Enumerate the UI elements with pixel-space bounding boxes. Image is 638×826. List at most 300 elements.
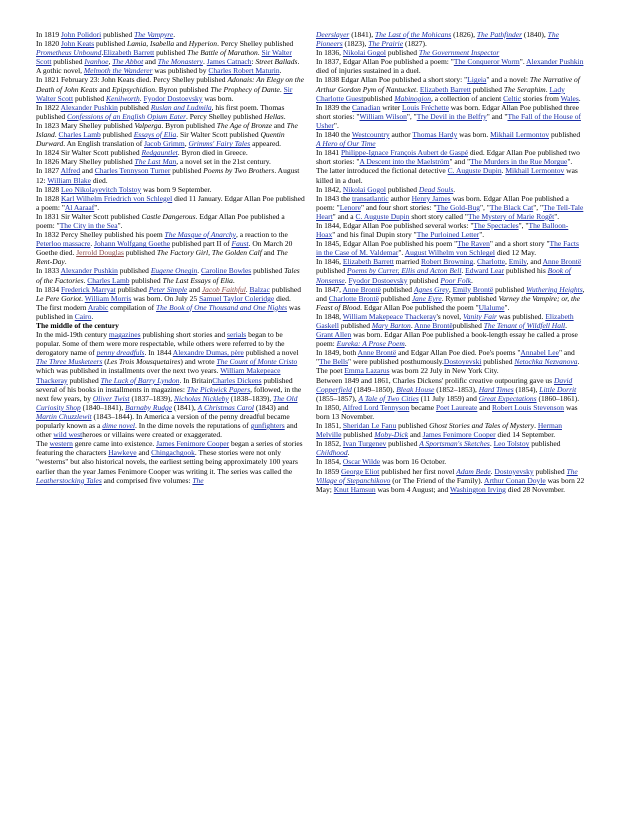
text-run: . [534,421,538,431]
hyperlink[interactable]: Annabel Lee [520,348,559,358]
hyperlink-title[interactable]: Prometheus Unbound [36,48,102,58]
italic-title: Le Pere Goriot [36,293,82,303]
hyperlink[interactable]: William Makepeace Thackeray [342,311,437,321]
hyperlink-title[interactable]: Nicholas Nickleby [173,393,229,403]
hyperlink-title[interactable]: The Pickwick Papers [186,384,251,394]
text-run: In 1831 Sir Walter Scott published [36,211,142,221]
hyperlink-title[interactable]: Deerslayer [316,30,350,39]
text-run: In 1850, [316,402,343,412]
text-run: . In the dime novels the reputations of [134,421,251,431]
hyperlink[interactable]: Poet Laureate [435,402,478,412]
hyperlink-title[interactable]: Jane Eyre [411,293,442,303]
hyperlink[interactable]: Mikhail Lermontov [505,166,565,176]
text-run: " and " [449,157,471,167]
text-run: was born. Edgar Allan Poe published a book-length essay he called a prose poem: [316,330,578,349]
hyperlink[interactable]: Philippe-Ignace François Aubert de Gaspé [341,148,469,158]
hyperlink[interactable]: Alfred [60,166,81,176]
hyperlink[interactable]: Emma Lazarus [344,366,390,376]
text-run: ". [504,302,510,312]
hyperlink[interactable]: Frederick Marryat [61,284,116,294]
hyperlink-title[interactable]: Little Dorrit [539,384,577,394]
hyperlink[interactable]: Hawkeye [108,448,137,458]
hyperlink-title[interactable]: A Christmas Carol [197,402,254,412]
hyperlink[interactable]: Charles Tennyson Turner [94,166,171,176]
paragraph [36,266,305,284]
hyperlink-title[interactable]: Agnes Grey [413,284,449,294]
italic-title: Tales of the Factories [36,266,300,285]
hyperlink[interactable]: Edward Lear [465,266,505,276]
hyperlink-title[interactable]: The Pathfinder [476,30,523,39]
hyperlink[interactable]: John Keats [61,39,95,49]
hyperlink[interactable]: Caroline Bowles [201,266,252,276]
text-run: married [393,257,421,267]
hyperlink[interactable]: John Polidori [61,30,102,39]
text-run: ". The latter introduced the fictional detective [316,157,573,176]
hyperlink[interactable]: The Raven [457,239,490,249]
paragraph [36,75,305,102]
text-run: In 1843 the [316,193,353,203]
hyperlink[interactable]: Grant Allen [316,330,352,340]
right-column [316,30,585,494]
text-run: (1827). [403,39,427,49]
text-run: author [389,130,413,140]
hyperlink[interactable]: wild west [53,430,83,440]
hyperlink-title[interactable]: The Last of the Mohicans [374,30,452,39]
hyperlink[interactable]: Anne Brontë [342,284,382,294]
text-run: In 1824 Sir Walter Scott published [36,148,142,158]
text-run: In 1845, Edgar Allan Poe published his poem " [316,239,458,249]
hyperlink-title[interactable]: The [192,475,204,485]
hyperlink[interactable]: Alexandre Dumas, père [172,348,244,358]
text-run: (1823), [342,39,369,49]
text-run: compilation of [108,302,156,312]
italic-title: The Battle of Marathon [187,48,258,58]
hyperlink[interactable]: Arthur Conan Doyle [484,475,546,485]
hyperlink-title[interactable]: The Count of Monte Cristo [216,357,298,367]
hyperlink-title[interactable]: Mary Barton [371,321,411,330]
hyperlink[interactable]: The Fall of the House of Usher [316,111,581,130]
hyperlink[interactable]: Emily [508,257,527,267]
hyperlink[interactable]: Celtic [503,93,521,103]
hyperlink[interactable]: The Devil in the Belfry [416,111,487,121]
hyperlink[interactable]: Emily Brontë [452,284,494,294]
hyperlink[interactable]: Nikolai Gogol [342,184,386,194]
hyperlink[interactable]: James Catnach [206,57,252,67]
hyperlink-title[interactable]: A Hero of Our Time [316,139,376,149]
hyperlink[interactable]: Fyodor Dostoevsky [348,275,408,285]
hyperlink[interactable]: Knut Hamsun [333,484,376,494]
hyperlink[interactable]: The Black Cat [489,202,534,212]
hyperlink[interactable]: Dostoyevski [443,357,482,367]
hyperlink-title[interactable]: A Tale of Two Cities [358,393,419,403]
text-run: In 1842, [316,184,343,194]
text-run: died 11 January. Edgar Allan Poe published a poem: " [36,193,305,212]
text-run: published [269,284,301,294]
hyperlink[interactable]: Charles Lamb [87,275,130,285]
text-run: genre came into existence. [72,439,157,449]
text-run: (1854), [513,384,540,394]
hyperlink-title[interactable]: dime novel [102,421,135,431]
text-run: Between 1849 and 1861, Charles Dickens' prolific creative outpouring gave us [316,375,554,385]
text-run: was born. Edgar Allan Poe published a poem: " [316,193,569,212]
hyperlink-title[interactable]: penny dreadfuls [96,348,145,358]
hyperlink-title[interactable]: The Government Inspector [418,48,500,58]
text-run: published [529,439,561,449]
hyperlink-title[interactable]: Wuthering Heights [526,284,583,294]
text-run: . [416,84,420,94]
hyperlink-title[interactable]: The Three Musketeers [36,357,103,367]
text-run: . [489,439,494,449]
hyperlink[interactable]: Leo Nikolayevitch Tolstoy [61,184,142,194]
text-run: published a novel [243,348,299,358]
hyperlink-title[interactable]: Poems by Currer, Ellis and Acton Bell [347,266,462,276]
text-run: 's novel, [436,311,463,321]
text-run: ". [398,248,405,258]
hyperlink-title[interactable]: The Village of Stepanchikovo [316,466,578,485]
text-run: In 1828 [36,193,61,203]
section-heading: The middle of the century [36,321,119,330]
hyperlink[interactable]: William Morris [84,293,132,303]
text-run: ". [333,120,339,130]
hyperlink-title[interactable]: The Masque of Anarchy [164,230,236,240]
hyperlink[interactable]: C. Auguste Dupin [447,166,502,176]
hyperlink-title[interactable]: Essays of Elia [133,130,177,140]
text-run: (1826), [451,30,477,39]
text-run: ", " [479,202,490,212]
italic-title: Poems by Two Brothers [203,166,275,176]
hyperlink[interactable]: Balzac [249,284,270,294]
hyperlink[interactable]: Johann Wolfgang Goethe [94,239,171,249]
hyperlink[interactable]: Charles Robert Maturin [208,66,280,76]
hyperlink[interactable]: The Conqueror Worm [453,57,520,67]
text-run: was published by [152,66,209,76]
hyperlink[interactable]: James Fenimore Cooper [422,430,496,440]
paragraph [316,457,585,466]
text-run: published part II of [170,239,232,249]
hyperlink[interactable]: Ulalume [478,302,505,312]
hyperlink[interactable]: James Fenimore Cooper [156,439,230,449]
text-run: published [533,466,567,476]
paragraph [316,285,585,312]
hyperlink-title[interactable]: A Sportsman's Sketches [419,439,490,449]
text-run: published [363,93,395,103]
text-run: and [477,402,492,412]
hyperlink[interactable]: Sir Walter Scott [36,84,293,103]
text-run: ( [102,357,107,367]
hyperlink[interactable]: The Facts in the Case of M. Valdemar [316,239,579,258]
text-run: " and a short story " [489,239,550,249]
paragraph [36,330,305,439]
hyperlink[interactable]: The City in the Sea [59,220,118,230]
hyperlink[interactable]: Robert Browning [420,257,474,267]
hyperlink[interactable]: George Eliot [341,466,380,476]
text-run: In 1819 [36,30,61,39]
text-run: , and [526,257,543,267]
hyperlink[interactable]: transatlantic [352,193,389,203]
hyperlink[interactable]: Samuel Taylor Coleridge [199,293,275,303]
hyperlink[interactable]: Charles Dickens [212,375,262,385]
hyperlink[interactable]: Dostoyevsky [494,466,534,476]
hyperlink[interactable]: serials [227,330,247,340]
text-run: published [115,284,149,294]
hyperlink[interactable]: Elizabeth Barrett [419,84,471,94]
hyperlink[interactable]: Arabic [87,302,109,312]
italic-title: Ghost Stories and Tales of Mystery [429,421,535,431]
hyperlink-title[interactable]: The Vampyre [134,30,174,39]
text-run: author [388,193,412,203]
hyperlink[interactable]: Anne Brontë [357,348,397,358]
hyperlink-title[interactable]: The Prairie [368,39,404,49]
hyperlink-title[interactable]: Ivanhoe [84,57,109,67]
paragraph [316,185,585,194]
text-run: ". [519,57,527,67]
hyperlink-title[interactable]: Confessions of an English Opium Eater [67,111,187,121]
text-run: published [73,93,107,103]
hyperlink-title[interactable]: Leatherstocking Tales [36,475,102,485]
hyperlink-title[interactable]: David Copperfield [316,375,573,394]
text-run: . Percy Shelley published [186,111,265,121]
hyperlink[interactable]: Herman Melville [316,421,562,440]
hyperlink[interactable]: William Wilson [359,111,407,121]
hyperlink[interactable]: William Blake [47,175,91,185]
hyperlink-title[interactable]: The Tenant of Wildfell Hall [483,321,566,330]
hyperlink[interactable]: A Descent into the Maelström [359,157,450,167]
text-run: In the mid-19th century [36,330,109,340]
hyperlink[interactable]: The Purloined Letter [416,230,480,240]
hyperlink[interactable]: Anne Brontë [542,257,582,267]
text-run: . [91,311,94,321]
hyperlink[interactable]: The Gold-Bug [436,202,480,212]
hyperlink[interactable]: Elizabeth Barrett [342,257,394,267]
hyperlink[interactable]: August Wilhelm von Schlegel [404,248,495,258]
hyperlink[interactable]: Nikolai Gogol [342,48,386,58]
text-run: . [83,275,88,285]
hyperlink[interactable]: Alexander Pushkin [60,266,118,276]
hyperlink-title[interactable]: The Book of One Thousand and One Nights [155,302,288,312]
hyperlink-title[interactable]: Poor Folk [440,275,472,285]
hyperlink[interactable]: William Makepeace Thackeray [36,366,281,385]
hyperlink-title[interactable]: Barnaby Rudge [125,402,173,412]
italic-title: The Rent-Day [36,248,288,267]
text-run: . [202,57,207,67]
text-run: and [261,248,277,258]
hyperlink[interactable]: Thomas Hardy [412,130,458,140]
text-run: (1838–1839), [228,393,274,403]
hyperlink[interactable]: Canadian [352,102,381,112]
hyperlink-title[interactable]: Moby-Dick [374,430,409,440]
hyperlink-title[interactable]: Adam Bede [456,466,491,476]
hyperlink[interactable]: Washington Irving [450,484,506,494]
paragraph [36,230,305,266]
text-run: " and a [332,211,356,221]
hyperlink-title[interactable]: Childhood [316,448,348,458]
hyperlink-title[interactable]: Mabinogion [394,93,432,103]
text-run: In 1849, both [316,348,358,358]
paragraph [316,57,585,75]
paragraph [316,221,585,239]
paragraph [316,421,585,439]
hyperlink[interactable]: Alexander Pushkin [526,57,584,67]
paragraph [316,103,585,130]
hyperlink[interactable]: Alfred Lord Tennyson [342,402,410,412]
hyperlink-title[interactable]: Eureka: A Prose Poem [336,339,405,349]
text-run: died. Edgar Allan Poe published two short stories: " [316,148,580,167]
text-run: and [408,430,423,440]
text-run: In 1823 Mary Shelley published [36,120,135,130]
hyperlink[interactable]: Louis Fréchette [402,102,449,112]
text-run: In 1821 February 23: John Keats died. Percy Shelley published [36,75,228,85]
hyperlink[interactable]: Wales [560,93,579,103]
hyperlink[interactable]: Ligeia [467,75,487,85]
hyperlink-title[interactable]: Hard Times [478,384,514,394]
text-run: and [97,84,113,94]
hyperlink[interactable]: Karl Wilhelm Friedrich von Schlegel [61,193,173,203]
text-run: . [565,321,568,330]
hyperlink-title[interactable]: Eugene Onegin [150,266,198,276]
text-run: . [257,48,262,58]
hyperlink[interactable]: C. Auguste Dupin [355,211,410,221]
hyperlink[interactable]: western [49,439,73,449]
hyperlink[interactable]: Charlotte [477,257,505,267]
hyperlink[interactable]: The Tell-Tale Heart [316,202,584,221]
hyperlink[interactable]: Fyodor Dostoevsky [143,93,203,103]
hyperlink[interactable]: Lady Charlotte Guest [316,84,565,103]
text-run: began a series of stories featuring the characters [36,439,303,458]
text-run: was born 9 September. [141,184,212,194]
hyperlink-title[interactable]: The Luck of Barry Lyndon [100,375,180,385]
hyperlink[interactable]: Cairo [74,311,92,321]
hyperlink-title[interactable]: Grimms' Fairy Tales [188,139,251,149]
hyperlink[interactable]: Henry James [411,193,451,203]
text-run: published [378,293,412,303]
paragraph [316,257,585,284]
hyperlink-title[interactable]: The Old Curiosity Shop [36,393,298,412]
hyperlink-title[interactable]: Great Expectations [478,393,537,403]
hyperlink[interactable]: The Mystery of Marie Rogêt [467,211,555,221]
text-run: and Edgar Allan Poe died. Poe's poems " [396,348,521,358]
italic-title: The Seraphim [503,84,546,94]
hyperlink[interactable]: Chingachgook [151,448,195,458]
text-run: . Rymer published [441,293,499,303]
text-run: . August 12: [36,166,300,185]
hyperlink[interactable]: Peterloo massacre [36,239,91,249]
hyperlink[interactable]: The Balloon-Hoax [316,220,569,240]
text-run: In 1826 Mary Shelley published [36,157,135,167]
hyperlink-title[interactable]: Ruslan and Ludmila [150,102,212,112]
paragraph [36,303,305,321]
text-run: died 12 May. [494,248,537,258]
hyperlink-title[interactable]: Bleak House [396,384,435,394]
text-run: writer [380,102,403,112]
hyperlink[interactable]: The Murders in the Rue Morgue [470,157,568,167]
hyperlink-title[interactable]: Martin Chuzzlewit [36,411,92,421]
text-run: , followed, in the next few years, by [36,384,302,403]
text-run: (1849–1850), [351,384,397,394]
hyperlink-title[interactable]: Book of Nonsense [316,266,571,285]
hyperlink-title[interactable]: Dead Souls [418,184,454,194]
hyperlink[interactable]: Alexander Pushkin [60,102,118,112]
text-run: (1841), [172,402,198,412]
hyperlink[interactable]: Oscar Wilde [342,457,381,467]
hyperlink[interactable]: Ivan Turgenev [342,439,387,449]
paragraph [316,148,585,184]
text-run: . [54,130,59,140]
text-run: published [154,48,188,58]
italic-title: Adonais: An Elegy on the Death of John Keats [36,75,304,94]
hyperlink[interactable]: Lenore [339,202,361,212]
hyperlink-title[interactable]: Netochka Nezvanova [514,357,578,367]
hyperlink[interactable]: Sir Walter Scott [36,48,292,67]
hyperlink[interactable]: Elizabeth Gaskell [316,311,574,330]
hyperlink-title[interactable]: The Last Man [134,157,177,167]
paragraph [36,285,305,303]
text-run: publishing short stories and [140,330,228,340]
text-run: short story called " [409,211,468,221]
hyperlink[interactable]: Mikhail Lermontov [490,130,550,140]
hyperlink[interactable]: magazines [108,330,141,340]
text-run: In 1832 Percy Shelley published his poem [36,230,165,240]
hyperlink[interactable]: Sheridan Le Fanu [342,421,397,431]
text-run: published [117,102,151,112]
paragraph [316,30,585,48]
missing-link[interactable]: Jerrold Douglas [76,248,124,258]
hyperlink[interactable]: Charlotte Brontë [328,293,379,303]
text-run: . [473,257,478,267]
hyperlink-title[interactable]: Oliver Twist [92,393,130,403]
hyperlink[interactable]: The Spectacles [473,220,519,230]
hyperlink-title[interactable]: Peter Simple [148,284,188,294]
hyperlink-title[interactable]: Redgauntlet [141,148,178,158]
hyperlink[interactable]: Elizabeth Barrett [103,48,155,58]
hyperlink[interactable]: Robert Louis Stevenson [491,402,565,412]
hyperlink-title[interactable]: The Abbot [112,57,144,67]
text-run: published [386,439,420,449]
text-run: published [381,284,414,294]
hyperlink[interactable]: Westcountry [351,130,390,140]
hyperlink-title[interactable]: The Monastery [157,57,203,67]
left-column [36,30,305,485]
hyperlink-title[interactable]: Melmoth the Wanderer [83,66,153,76]
missing-link-title[interactable]: Jacob Faithful [201,284,246,294]
italic-title: Castle Dangerous [141,211,196,221]
text-run: heroes or villains were created or exaggerated. [82,430,222,440]
text-run: was published. [496,311,546,321]
text-run: published [129,275,163,285]
hyperlink-title[interactable]: Vanity Fair [463,311,497,321]
hyperlink-title[interactable]: Faust [231,239,249,249]
text-run: was killed in a duel. [316,166,578,185]
hyperlink[interactable]: Charles Lamb [58,130,101,140]
hyperlink-title[interactable]: The Pioneers [316,30,559,49]
text-run: In 1833 [36,266,61,276]
text-run: In 1844, Edgar Allan Poe published several works: " [316,220,474,230]
hyperlink-title[interactable]: Kenilworth [106,93,140,103]
text-run: , [504,257,509,267]
text-run: published [493,284,527,294]
hyperlink[interactable]: Jacob Grimm [144,139,185,149]
hyperlink[interactable]: The Bells [319,357,349,367]
text-run: " and four short stories: " [360,202,437,212]
hyperlink[interactable]: Al Aaraaf [64,202,95,212]
italic-title: The Age of Bronze [216,120,272,130]
text-run: was born. On July 25 [131,293,200,303]
hyperlink[interactable]: gunfighters [250,421,285,431]
hyperlink[interactable]: Leo Tolstoy [493,439,530,449]
hyperlink[interactable]: Anne Brontë [414,321,453,330]
text-run: In 1827 [36,166,61,176]
paragraph [36,39,305,75]
text-run: published [117,266,151,276]
